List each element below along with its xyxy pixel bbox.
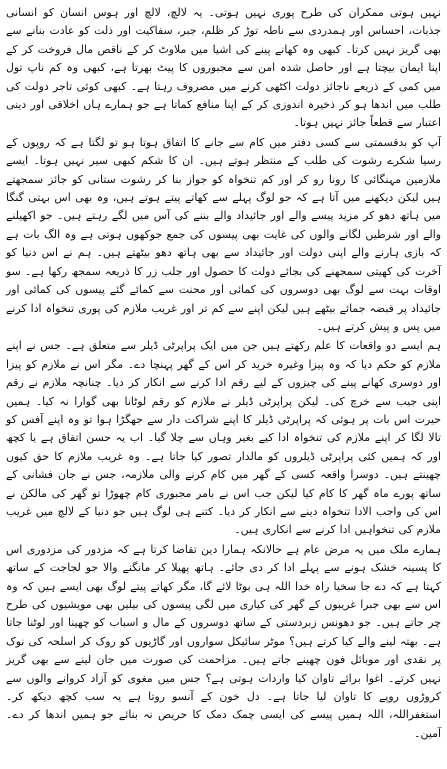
article-paragraph-2: آپ کو بدقسمتی سے کسی دفتر میں کام سے جانے کا اتفاق ہوتا ہو تو لگتا ہے کہ روپوں کے رسیا شکرے رشوت کی طلب کے منتظر ہوتے ہیں۔ ان کا شکم کبھی سیر نہیں ہوتا۔ ایسے ملازمین مہنگائی کا رونا رو کر اور کم تنخواہ کو جواز بنا کر رشوت ستانی کو جائز سمجھتے ہیں لیکن دیکھنے میں آتا ہے کہ جو لوگ پہلے سے کھاتے پیتے ہوتے ہیں، وہ بھی اس بہتی گنگا میں ہاتھ دھو کر مزید پیسے والے اور جائیداد والے بننے کی آس میں لگے رہتے ہیں۔ جو اکھیلنے والے اور شرطیں لگانے والوں کی غایت بھی پیسوں کی جمع جوکھوں ہوتی ہے وہ الگ بات ہے کہ بازی ہارنے والے اپنی دولت اور جائیداد سے بھی ہاتھ دھو بیٹھتے ہیں۔ ہم نے اس دنیا کو آخرت کی کھیتی سمجھنے کی بجائے دولت کا حصول اور جلب زر کا ذریعہ سمجھ رکھا ہے۔ سو اوقات بہت سے لوگ بھی دوسروں کی کمائی اور محنت سے کمائے گئے پیسوں کی کمائی اور جائیداد پر قبضہ جمائے بیٹھے ہیں لیکن اپنے سے کم تر اور غریب ملازم کی پوری تنخواہ ادا کرنے میں پس و پیش کرتے ہیں۔	[6, 135, 441, 333]
article-paragraph-1: نہیں ہوتی ممکران کی طرح پوری نہیں ہوتی۔ یہ لالچ، لالچ اور ہوس انسان کو انسانی جذبات، احساس اور ہمدردی سے ناطہ توڑ کر ظلم، جبر، سفاکیت اور ذلت کو عادت بنانے سے بھی گریز نہیں کرتا۔ کبھی وہ کھانے پینے کی اشیا میں ملاوٹ کر کے ناقص مال فروخت کر کے اپنا ایمان بیچتا ہے اور حاصل شدہ امن سے مجبوروں کا پیٹ بھرتا ہے، کبھی وہ کم ناپ تول میں کمی کے ذریعے ناجائز دولت اکٹھی کرنے میں مصروف رہتا ہے۔ کبھی کوئی تاجر دولت کی طلب میں اندھا ہو کر ذخیرہ اندوزی کر کے اپنا منافع کماتا ہے جو ہمارے ہاں اخلاقی اور دینی اعتبار سے قطعاً جائز نہیں ہوتا۔	[6, 6, 441, 130]
article-paragraph-4: ہمارے ملک میں یہ مرض عام ہے حالانکہ ہمارا دین تقاضا کرتا ہے کہ مزدور کی مزدوری اس کا پسینہ خشک ہونے سے پہلے ادا کر دی جائے۔ ہاتھ پھیلا کر مانگنے والا جو لجاجت کے ساتھ کہتا ہے کہ دے جا سخیا راہ خدا اللہ ہی بوٹا لائے گا، مگر کھاتے پیتے لوگ بھی ایسے ہیں کہ وہ اس سے بھی جبرا غریبوں کے گھر کی کیاری میں لگی پیسوں کی بیلیں بھی مویشیوں کی طرح چر جاتے ہیں۔ جو دھونس زبردستی کے ساتھ دوسروں کے مال و اسباب کو چھینا اور لوٹنا جاتا ہے۔ بھتہ لینے والے کیا کرتے ہیں؟ موٹر سائیکل سواروں اور گاڑیوں کو روک کر اسلحہ کی نوک پر نقدی اور موبائل فون چھینے جاتے ہیں۔ مزاحمت کی صورت میں جان لینے سے بھی گریز نہیں کرتے۔ اغوا برائے تاوان کیا واردات ہوتی ہے؟ جس میں مغوی کو آزاد کروانے والوں سے کروڑوں روپے کا تاوان لیا جاتا ہے۔ دل خون کے آنسو روتا ہے یہ سب کچھ دیکھ کر۔ استغفراللہ، اللہ ہمیں پیسے کی ایسی چمک دمک کا حریص نہ بنائے جو ہمیں اندھا کر دے۔ آمین۔	[6, 542, 441, 740]
article-paragraph-3: ہم ایسے دو واقعات کا علم رکھتے ہیں جن میں ایک پراپرٹی ڈیلر سے متعلق ہے۔ جس نے اپنے ملازم کو حکم دیا کہ وہ پیزا وغیرہ خرید کر اس کے گھر پہنچا دے۔ مگر اس نے ملازم کو پیزا اور دوسری کھانے پینے کی چیزوں کے لیے رقم ادا کرنے سے انکار کر دیا۔ چنانچہ ملازم نے رقم اپنی جیب سے خرچ کی۔ لیکن پراپرٹی ڈیلر نے ملازم کو رقم لوٹانا بھی گوارا نہ کیا۔ ہمیں حیرت اس بات پر ہوئی کہ پراپرٹی ڈیلر کا اپنے شراکت دار سے جھگڑا ہوا تو وہ اپنے آفس کو تالا لگا کر اپنے ملازم کی تنخواہ ادا کیے بغیر وہاں سے چلا گیا۔ اب یہ حسن اتفاق ہے یا کچھ اور کہ ہمیں کئی پراپرٹی ڈیلروں کو مالدار تصور کیا جاتا ہے۔ وہ غریب ملازم کا حق کیوں چھینتے ہیں۔ دوسرا واقعہ کسی کے گھر میں کام کرنے والی ملازمہ، جس نے جان فشانی کے ساتھ پورے ماہ گھر کا کام کیا لیکن جب اس نے بامر مجبوری کام چھوڑا تو گھر کی مالکن نے اس کی واجب الادا تنخواہ دینے سے انکار کر دیا۔ کتنے ہی لوگ ہیں جو دنیا کے لالچ میں غریب ملازم کی تنخواہیں ادا کرنے سے انکاری ہیں۔	[6, 339, 441, 537]
